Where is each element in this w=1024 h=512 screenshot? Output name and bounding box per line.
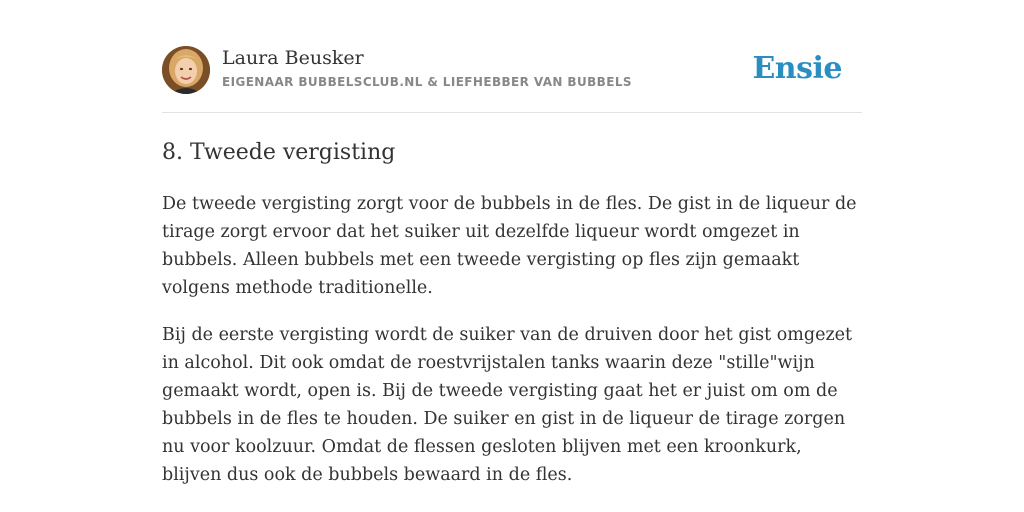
author-bio: EIGENAAR BUBBELSCLUB.NL & LIEFHEBBER VAN BUBBELS — [222, 75, 632, 89]
article-paragraph-2: Bij de eerste vergisting wordt de suiker van de druiven door het gist omgezet in alcohol. Dit ook omdat de roestvrijstalen tanks waarin deze "stille"wijn gemaakt wordt, open is. Bij de tweede vergisting gaat het er juist om om de bubbels in de fles te houden. De suiker en gist in de liqueur de tirage zorgen nu voor koolzuur. Omdat de flessen gesloten blijven met een kroonkurk, blijven dus ook de bubbels bewaard in de fles. — [162, 325, 853, 485]
author-header — [162, 0, 862, 113]
ensie-logo[interactable]: Ensie — [752, 51, 842, 86]
avatar[interactable] — [162, 46, 210, 94]
avatar-portrait-icon — [162, 46, 210, 94]
article-paragraph-1: De tweede vergisting zorgt voor de bubbels in de fles. De gist in de liqueur de tirage zorgt ervoor dat het suiker uit dezelfde liqueur wordt omgezet in bubbels. Alleen bubbels met een tweede vergisting op fles zijn gemaakt volgens methode traditionelle. — [162, 194, 857, 298]
content-container — [162, 0, 862, 485]
author-name[interactable]: Laura Beusker — [222, 47, 364, 69]
article-title: 8. Tweede vergisting — [162, 140, 396, 165]
